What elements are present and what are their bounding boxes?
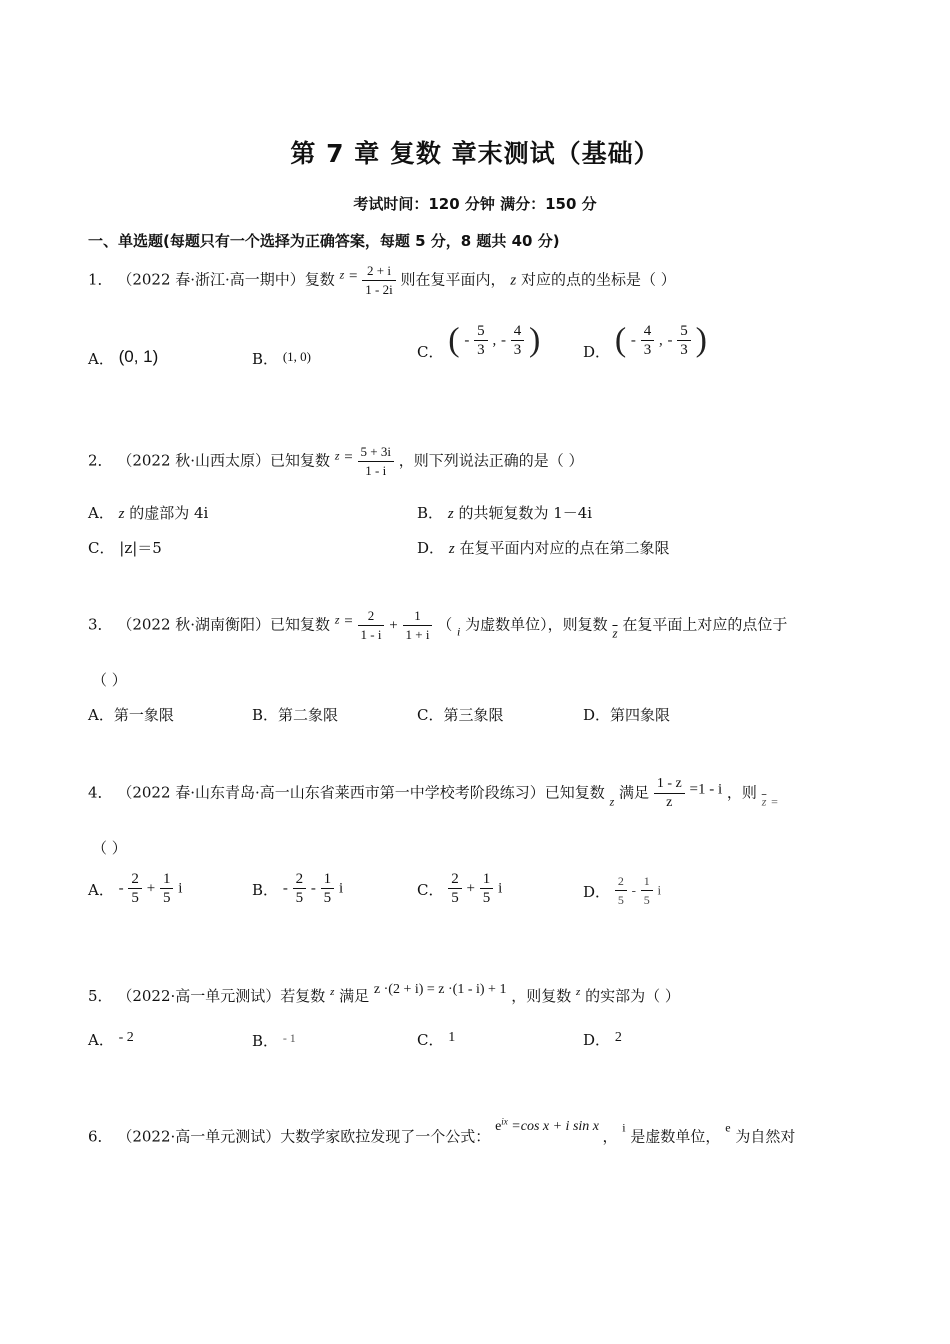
page-title: 第 7 章 复数 章末测试（基础） bbox=[290, 139, 660, 168]
option-text: 在复平面内对应的点在第二象限 bbox=[459, 539, 670, 557]
numerator: 2 bbox=[358, 607, 385, 626]
conjugate-z: $\overline{z}$ bbox=[612, 625, 618, 641]
variable-i: i bbox=[457, 624, 461, 639]
numerator: 2 bbox=[293, 870, 307, 889]
minus-sign: - bbox=[118, 880, 124, 897]
variable-z: z bbox=[448, 541, 455, 557]
denominator: 3 bbox=[477, 342, 485, 358]
numerator: 1 bbox=[403, 607, 433, 626]
minus-sign: - bbox=[631, 882, 636, 898]
option-label: B． bbox=[417, 504, 444, 522]
formula-base: e bbox=[495, 1118, 502, 1134]
minus-sign: - bbox=[630, 332, 636, 349]
question-number: 5． bbox=[88, 987, 113, 1005]
option-d[interactable] bbox=[417, 538, 669, 559]
answer-blank: （ ） bbox=[92, 839, 127, 857]
question-source: （2022·高一单元测试）若复数 bbox=[117, 987, 326, 1005]
denominator: 1 - i bbox=[360, 627, 382, 642]
section-heading: 一、单选题(每题只有一个选择为正确答案，每题 5 分，8 题共 40 分) bbox=[88, 232, 560, 250]
option-label: A． bbox=[88, 504, 114, 522]
plus-sign: + bbox=[146, 880, 156, 897]
imaginary-unit: i bbox=[498, 880, 503, 897]
question-2 bbox=[88, 443, 584, 480]
fraction bbox=[321, 870, 335, 907]
option-label: B． bbox=[252, 706, 279, 724]
option-label: C． bbox=[417, 1031, 444, 1049]
fraction bbox=[641, 872, 653, 909]
question-5 bbox=[88, 980, 680, 1006]
euler-formula bbox=[495, 1116, 602, 1134]
option-value: 2 bbox=[614, 1030, 622, 1045]
variable-z: z bbox=[447, 506, 454, 522]
fraction bbox=[128, 870, 142, 907]
question-text: 为虚数单位），则复数 bbox=[465, 615, 608, 634]
numerator: 1 - z bbox=[654, 775, 685, 794]
plus-sign: + bbox=[389, 617, 398, 634]
right-paren: ) bbox=[529, 321, 541, 359]
minus-sign: - bbox=[500, 332, 506, 349]
fraction bbox=[677, 322, 691, 359]
option-d[interactable] bbox=[583, 705, 670, 725]
fraction bbox=[480, 870, 494, 907]
right-paren: ) bbox=[695, 321, 707, 359]
fraction bbox=[403, 607, 433, 644]
numerator: 1 bbox=[160, 870, 174, 889]
minus-sign: - bbox=[282, 880, 288, 897]
question-text: 满足 bbox=[339, 987, 370, 1005]
equals-sign: = bbox=[344, 449, 353, 466]
option-value: - 1 bbox=[282, 1031, 296, 1045]
numerator: 2 bbox=[448, 870, 462, 889]
formula-exponent: ix bbox=[501, 1116, 508, 1126]
option-label: C． bbox=[417, 342, 444, 361]
question-text: ， bbox=[602, 1127, 618, 1146]
option-label: A． bbox=[88, 706, 114, 724]
equals-sign: = bbox=[771, 794, 778, 809]
option-b[interactable] bbox=[252, 705, 338, 725]
comma: , bbox=[658, 332, 663, 349]
fraction bbox=[362, 262, 395, 299]
question-source: （2022 春·浙江·高一期中）复数 bbox=[117, 270, 335, 289]
option-c[interactable] bbox=[88, 538, 162, 558]
option-text: 第三象限 bbox=[443, 706, 504, 724]
fraction bbox=[615, 872, 627, 909]
fraction bbox=[293, 870, 307, 907]
equation-rhs: =1 - i bbox=[689, 781, 723, 798]
option-c[interactable] bbox=[417, 1028, 455, 1050]
option-b[interactable] bbox=[252, 870, 343, 914]
left-paren: ( bbox=[448, 321, 460, 359]
formula-rhs: =cos x + i sin x bbox=[511, 1118, 599, 1134]
fraction bbox=[358, 607, 385, 644]
option-label: D． bbox=[417, 539, 445, 557]
left-paren: ( bbox=[614, 321, 627, 359]
option-c[interactable] bbox=[417, 705, 504, 725]
option-c[interactable] bbox=[417, 870, 502, 914]
question-text: ，则复数 bbox=[511, 987, 572, 1005]
fraction bbox=[160, 870, 174, 907]
denominator: 5 bbox=[295, 890, 304, 906]
option-label: D． bbox=[583, 1031, 611, 1049]
variable-z: z bbox=[609, 794, 615, 809]
question-source: （2022 秋·山西太原）已知复数 bbox=[117, 451, 331, 470]
numerator: 2 + i bbox=[362, 262, 395, 281]
denominator: 5 bbox=[482, 890, 491, 906]
denominator: 5 bbox=[451, 890, 459, 906]
option-c[interactable] bbox=[417, 322, 540, 366]
option-text: |z|＝5 bbox=[119, 539, 162, 557]
option-d[interactable] bbox=[583, 872, 661, 916]
option-value: (1, 0) bbox=[282, 349, 311, 364]
imaginary-unit: i bbox=[657, 882, 662, 898]
equals-sign: = bbox=[344, 613, 353, 630]
conjugate-z: z bbox=[761, 794, 767, 809]
imaginary-unit: i bbox=[178, 880, 183, 897]
option-label: B． bbox=[252, 1032, 279, 1050]
answer-blank: （ ） bbox=[92, 671, 127, 689]
question-text: 满足 bbox=[619, 783, 650, 802]
minus-sign: - bbox=[667, 332, 673, 349]
option-label: B． bbox=[252, 350, 279, 368]
variable-z: z bbox=[118, 506, 125, 522]
comma: , bbox=[492, 332, 497, 349]
option-text: 的共轭复数为 1－4i bbox=[458, 504, 593, 522]
variable-i: i bbox=[622, 1120, 626, 1135]
option-value: 1 bbox=[448, 1030, 456, 1045]
option-label: A． bbox=[88, 350, 114, 368]
option-label: C． bbox=[417, 706, 444, 724]
denominator: 5 bbox=[162, 890, 171, 906]
variable-z: z bbox=[330, 986, 335, 998]
variable-e: e bbox=[725, 1120, 731, 1135]
numerator: 1 bbox=[641, 872, 653, 891]
option-label: A． bbox=[88, 1031, 114, 1049]
question-number: 6． bbox=[88, 1127, 113, 1146]
question-number: 3． bbox=[88, 615, 113, 634]
option-label: D． bbox=[583, 342, 611, 361]
option-a[interactable] bbox=[88, 503, 208, 524]
option-text: 第二象限 bbox=[278, 706, 339, 724]
denominator: 5 bbox=[131, 890, 139, 906]
denominator: 5 bbox=[617, 893, 624, 907]
fraction bbox=[358, 443, 394, 480]
option-value: - 2 bbox=[118, 1030, 134, 1045]
numerator: 4 bbox=[641, 322, 655, 341]
denominator: 3 bbox=[513, 342, 522, 358]
fraction bbox=[654, 775, 685, 812]
option-a[interactable] bbox=[88, 347, 158, 369]
option-text: 第一象限 bbox=[113, 706, 174, 724]
option-label: C． bbox=[88, 539, 115, 557]
fraction bbox=[511, 322, 525, 359]
denominator: 1 + i bbox=[405, 627, 430, 642]
option-value: (0, 1) bbox=[118, 347, 159, 366]
question-4 bbox=[88, 775, 778, 812]
numerator: 5 bbox=[474, 322, 488, 341]
question-number: 2． bbox=[88, 451, 113, 470]
question-text: 对应的点的坐标是（ ） bbox=[520, 270, 676, 289]
minus-sign: - bbox=[464, 332, 470, 349]
variable-z: z bbox=[576, 986, 581, 998]
numerator: 5 bbox=[677, 322, 691, 341]
question-text: ，则 bbox=[726, 783, 757, 802]
option-a[interactable] bbox=[88, 1028, 134, 1050]
fraction bbox=[448, 870, 462, 907]
denominator: z bbox=[666, 795, 673, 810]
variable-z: z bbox=[339, 267, 345, 282]
option-b[interactable] bbox=[252, 347, 311, 369]
question-text: 是虚数单位， bbox=[630, 1127, 721, 1146]
question-text: 在复平面上对应的点位于 bbox=[622, 615, 788, 634]
fraction bbox=[641, 322, 655, 359]
plus-sign: + bbox=[466, 880, 476, 897]
question-source: （2022·高一单元测试）大数学家欧拉发现了一个公式： bbox=[117, 1127, 491, 1146]
numerator: 5 + 3i bbox=[358, 443, 394, 462]
option-label: A． bbox=[88, 880, 114, 899]
equation: z ·(2 + i) = z ·(1 - i) + 1 bbox=[373, 982, 507, 997]
numerator: 2 bbox=[128, 870, 142, 889]
option-d[interactable] bbox=[583, 1028, 622, 1050]
fraction bbox=[474, 322, 488, 359]
numerator: 1 bbox=[480, 870, 494, 889]
numerator: 1 bbox=[321, 870, 335, 889]
question-text: 的实部为（ ） bbox=[585, 987, 680, 1005]
minus-sign: - bbox=[310, 880, 316, 897]
question-text: ，则下列说法正确的是（ ） bbox=[398, 451, 584, 470]
denominator: 1 - i bbox=[365, 463, 387, 478]
variable-z: z bbox=[334, 448, 340, 463]
denominator: 5 bbox=[323, 890, 332, 906]
question-1 bbox=[88, 262, 676, 299]
question-number: 1． bbox=[88, 270, 113, 289]
option-a[interactable] bbox=[88, 870, 182, 914]
question-text: 则在复平面内， bbox=[400, 270, 506, 289]
option-d[interactable] bbox=[583, 322, 707, 366]
question-6 bbox=[88, 1111, 795, 1147]
variable-z: z bbox=[510, 272, 517, 289]
question-3 bbox=[88, 607, 787, 644]
equals-sign: = bbox=[349, 268, 358, 285]
denominator: 3 bbox=[643, 342, 652, 358]
question-source: （2022 秋·湖南衡阳）已知复数 bbox=[117, 615, 331, 634]
numerator: 2 bbox=[615, 872, 627, 891]
numerator: 4 bbox=[511, 322, 525, 341]
question-text: （ bbox=[437, 615, 453, 634]
question-source: （2022 春·山东青岛·高一山东省莱西市第一中学校考阶段练习）已知复数 bbox=[117, 783, 605, 802]
option-label: D． bbox=[583, 882, 611, 901]
denominator: 1 - 2i bbox=[365, 282, 393, 297]
option-b[interactable] bbox=[417, 503, 592, 524]
denominator: 3 bbox=[680, 342, 688, 358]
option-label: C． bbox=[417, 880, 444, 899]
variable-z: z bbox=[334, 612, 340, 627]
option-text: 第四象限 bbox=[610, 706, 671, 724]
option-a[interactable] bbox=[88, 705, 174, 725]
option-label: B． bbox=[252, 880, 279, 899]
imaginary-unit: i bbox=[338, 880, 344, 897]
question-number: 4． bbox=[88, 783, 113, 802]
option-label: D． bbox=[583, 706, 611, 724]
option-text: 的虚部为 4i bbox=[129, 504, 209, 522]
option-b[interactable] bbox=[252, 1028, 296, 1051]
denominator: 5 bbox=[643, 893, 650, 907]
exam-info: 考试时间：120 分钟 满分：150 分 bbox=[353, 195, 597, 213]
question-text: 为自然对 bbox=[735, 1127, 796, 1146]
